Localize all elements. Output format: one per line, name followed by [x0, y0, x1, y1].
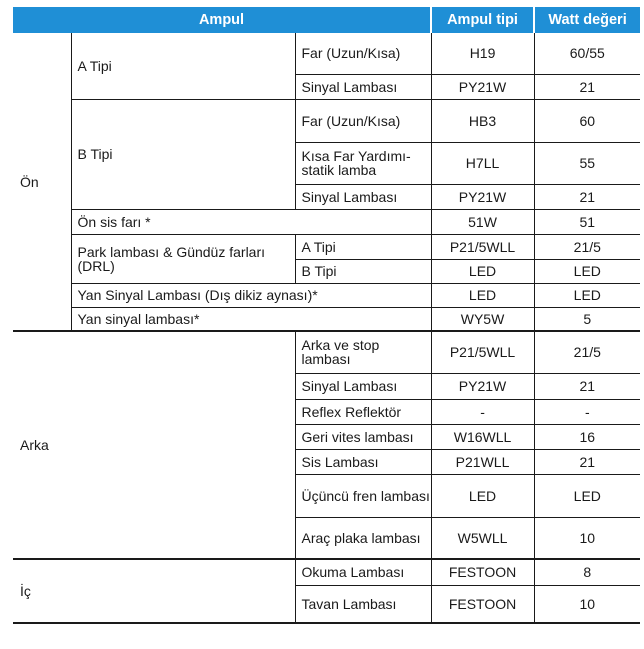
bulb-watt: LED: [534, 474, 640, 517]
bulb-name: Okuma Lambası: [295, 559, 431, 585]
table-row: [13, 99, 640, 142]
bulb-watt: 21: [534, 373, 640, 399]
bulb-name: B Tipi: [295, 259, 431, 283]
header-ampul-tipi: Ampul tipi: [431, 7, 534, 33]
bulb-type: H7LL: [431, 142, 534, 184]
bulb-watt: LED: [534, 259, 640, 283]
table-row: [13, 331, 640, 373]
bulb-type: FESTOON: [431, 559, 534, 585]
bulb-type: P21/5WLL: [431, 234, 534, 259]
bulb-type: 51W: [431, 209, 534, 234]
table-row: [13, 307, 640, 331]
bulb-name: Geri vites lambası: [295, 424, 431, 449]
table-row: [13, 559, 640, 585]
bulb-watt: 5: [534, 307, 640, 331]
bulb-name: Yan sinyal lambası*: [71, 307, 431, 331]
bulb-name: Tavan Lambası: [295, 585, 431, 623]
bulb-name: Sinyal Lambası: [295, 74, 431, 99]
subgroup-park: Park lambası & Gündüz farları (DRL): [71, 234, 295, 283]
bulb-name: Üçüncü fren lambası: [295, 474, 431, 517]
header-ampul: Ampul: [13, 7, 431, 33]
bulb-name: Sinyal Lambası: [295, 184, 431, 209]
bulb-type: LED: [431, 259, 534, 283]
bulb-name: Arka ve stop lambası: [295, 331, 431, 373]
subgroup-a-tipi: A Tipi: [71, 33, 295, 99]
bulb-watt: 21/5: [534, 331, 640, 373]
bulb-watt: 21: [534, 74, 640, 99]
bulb-name: Reflex Reflektör: [295, 399, 431, 424]
bulb-name: Kısa Far Yardımı- statik lamba: [295, 142, 431, 184]
header-watt: Watt değeri: [534, 7, 640, 33]
bulb-type: H19: [431, 33, 534, 74]
table-row: [13, 234, 640, 259]
bulb-spec-table: [13, 7, 640, 624]
bulb-watt: 60/55: [534, 33, 640, 74]
bulb-watt: 8: [534, 559, 640, 585]
bulb-type: PY21W: [431, 373, 534, 399]
table-row: [13, 33, 640, 74]
bulb-watt: 10: [534, 517, 640, 559]
bulb-watt: -: [534, 399, 640, 424]
group-label-ic: İç: [13, 559, 295, 623]
bulb-watt: 21: [534, 449, 640, 474]
group-label-on: Ön: [13, 33, 71, 331]
bulb-name: A Tipi: [295, 234, 431, 259]
group-label-arka: Arka: [13, 331, 295, 559]
subgroup-b-tipi: B Tipi: [71, 99, 295, 209]
bulb-type: LED: [431, 283, 534, 307]
bulb-watt: 16: [534, 424, 640, 449]
table-row: [13, 283, 640, 307]
bulb-type: PY21W: [431, 184, 534, 209]
bulb-type: PY21W: [431, 74, 534, 99]
bulb-type: P21/5WLL: [431, 331, 534, 373]
bulb-name: Sinyal Lambası: [295, 373, 431, 399]
bulb-name: Far (Uzun/Kısa): [295, 33, 431, 74]
bulb-type: LED: [431, 474, 534, 517]
bulb-watt: LED: [534, 283, 640, 307]
bulb-type: HB3: [431, 99, 534, 142]
bulb-type: FESTOON: [431, 585, 534, 623]
table-row: [13, 209, 640, 234]
bulb-watt: 21/5: [534, 234, 640, 259]
bulb-name: Yan Sinyal Lambası (Dış dikiz aynası)*: [71, 283, 431, 307]
bulb-watt: 60: [534, 99, 640, 142]
header-row: [13, 7, 640, 33]
bulb-type: W5WLL: [431, 517, 534, 559]
bulb-name: Ön sis farı *: [71, 209, 431, 234]
bulb-type: -: [431, 399, 534, 424]
bulb-name: Araç plaka lambası: [295, 517, 431, 559]
bulb-watt: 21: [534, 184, 640, 209]
bulb-watt: 10: [534, 585, 640, 623]
bulb-type: P21WLL: [431, 449, 534, 474]
bulb-watt: 51: [534, 209, 640, 234]
bulb-type: WY5W: [431, 307, 534, 331]
bulb-watt: 55: [534, 142, 640, 184]
bulb-name: Sis Lambası: [295, 449, 431, 474]
bulb-type: W16WLL: [431, 424, 534, 449]
bulb-name: Far (Uzun/Kısa): [295, 99, 431, 142]
